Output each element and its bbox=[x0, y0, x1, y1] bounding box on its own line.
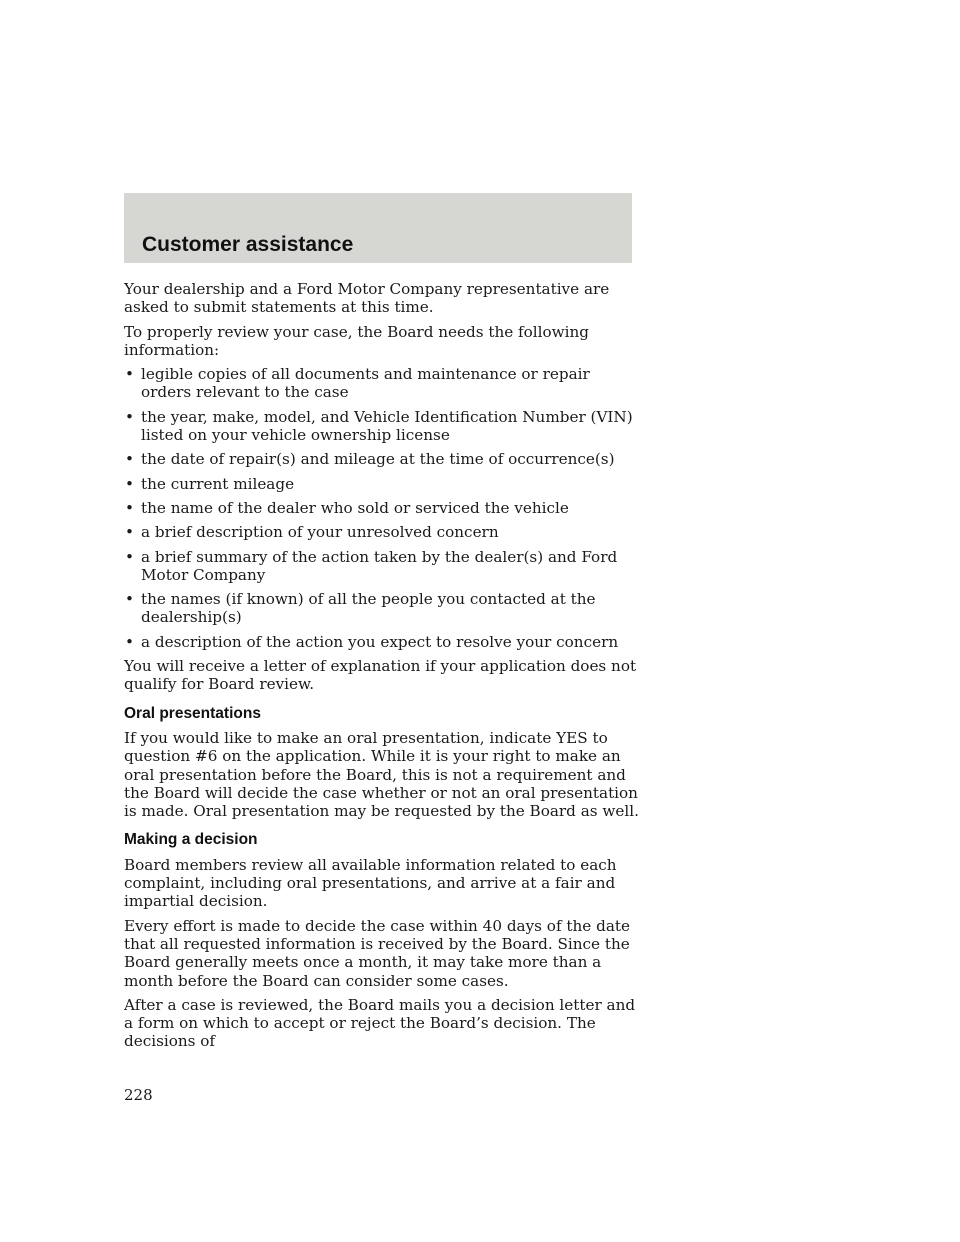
list-item-text: the names (if known) of all the people you contacted at the dealership(s) bbox=[141, 590, 596, 627]
list-item-text: the year, make, model, and Vehicle Identification Number (VIN) listed on your vehicle ownership license bbox=[141, 407, 633, 445]
list-item bbox=[124, 365, 639, 402]
section-title: Customer assistance bbox=[142, 233, 354, 256]
bullet-icon: • bbox=[125, 407, 134, 426]
list-item bbox=[124, 408, 639, 445]
bullet-icon: • bbox=[125, 590, 134, 609]
list-item-text: the date of repair(s) and mileage at the time of occurrence(s) bbox=[141, 450, 615, 469]
bullet-icon: • bbox=[125, 450, 134, 469]
decision-paragraph: Every effort is made to decide the case within 40 days of the date that all requested information is received by the Board. Since the Board generally meets once a month, it may take more than a month before the Board can consider some cases. bbox=[124, 916, 630, 990]
required-information-list bbox=[124, 365, 639, 651]
bullet-icon: • bbox=[125, 474, 134, 493]
page-number: 228 bbox=[124, 1086, 153, 1104]
bullet-icon: • bbox=[125, 632, 134, 651]
list-item bbox=[124, 548, 639, 585]
oral-presentations-heading: Oral presentations bbox=[124, 704, 261, 722]
explanation-paragraph: You will receive a letter of explanation if your application does not qualify for Board review. bbox=[124, 657, 637, 694]
list-item bbox=[124, 475, 639, 493]
list-item bbox=[124, 633, 639, 651]
list-item-text: legible copies of all documents and maintenance or repair orders relevant to the case bbox=[141, 365, 590, 402]
list-item bbox=[124, 523, 639, 541]
making-decision-heading: Making a decision bbox=[124, 831, 258, 849]
decision-paragraph: After a case is reviewed, the Board mails you a decision letter and a form on which to accept or reject the Board’s decision. The decisions of bbox=[124, 995, 636, 1051]
bullet-icon: • bbox=[125, 547, 134, 566]
list-item bbox=[124, 590, 639, 627]
list-item-text: a brief summary of the action taken by the dealer(s) and Ford Motor Company bbox=[141, 547, 618, 584]
list-item-text: the current mileage bbox=[141, 474, 295, 493]
list-item-text: the name of the dealer who sold or serviced the vehicle bbox=[141, 498, 569, 517]
decision-paragraph: Board members review all available information related to each complaint, including oral presentations, and arrive at a fair and impartial decision. bbox=[124, 855, 617, 911]
intro-paragraph: To properly review your case, the Board needs the following information: bbox=[124, 322, 590, 359]
oral-presentations-paragraph: If you would like to make an oral presentation, indicate YES to question #6 on the application. While it is your right to make an oral presentation before the Board, this is not a requirement and the Board will decide the case whether or not an oral presentation is made. Oral presentation may be requested by the Board as well. bbox=[124, 728, 639, 821]
section-header-band bbox=[124, 193, 632, 263]
list-item bbox=[124, 450, 639, 468]
list-item bbox=[124, 499, 639, 517]
bullet-icon: • bbox=[125, 498, 134, 517]
bullet-icon: • bbox=[125, 365, 134, 384]
list-item-text: a description of the action you expect to resolve your concern bbox=[141, 632, 619, 651]
list-item-text: a brief description of your unresolved concern bbox=[141, 523, 499, 542]
bullet-icon: • bbox=[125, 523, 134, 542]
main-content bbox=[124, 280, 639, 1057]
intro-paragraph: Your dealership and a Ford Motor Company representative are asked to submit statements at this time. bbox=[124, 280, 610, 317]
